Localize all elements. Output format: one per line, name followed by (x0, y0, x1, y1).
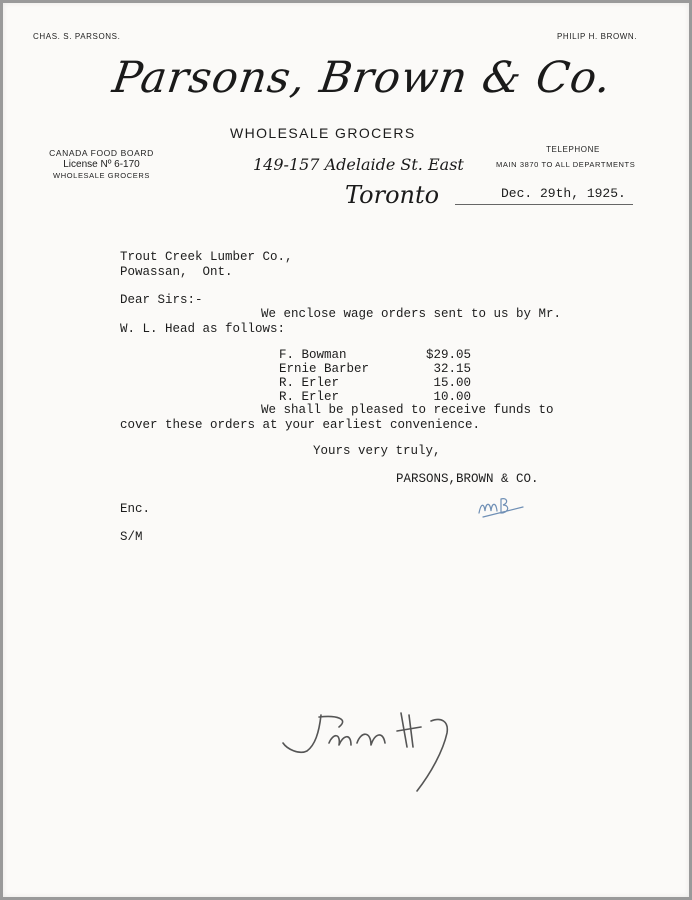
order-amount: $29.05 (425, 348, 471, 362)
order-name: R. Erler (279, 376, 340, 390)
telephone-detail: MAIN 3870 TO ALL DEPARTMENTS (496, 160, 636, 169)
order-amount: 10.00 (433, 390, 471, 404)
partner-left: CHAS. S. PARSONS. (33, 32, 121, 41)
complimentary-close: Yours very truly, (313, 444, 441, 458)
board-subtitle: WHOLESALE GROCERS (53, 171, 150, 180)
order-name: Ernie Barber (279, 362, 370, 376)
date-rule (455, 204, 633, 205)
closing-line-1: We shall be pleased to receive funds to (261, 403, 554, 417)
company-city: Toronto (345, 181, 440, 209)
handwritten-date-note (281, 703, 491, 795)
recipient-line-2: Powassan, Ont. (120, 265, 233, 279)
recipient-line-1: Trout Creek Lumber Co., (120, 250, 293, 264)
telephone-label: TELEPHONE (546, 145, 600, 154)
partner-right: PHILIP H. BROWN. (557, 32, 638, 41)
letter-date: Dec. 29th, 1925. (501, 186, 626, 201)
body-line-1: We enclose wage orders sent to us by Mr. (261, 307, 562, 321)
signature-company: PARSONS,BROWN & CO. (396, 472, 539, 486)
order-amount: 32.15 (433, 362, 471, 376)
board-license: License Nº 6-170 (63, 159, 140, 170)
order-amount: 15.00 (433, 376, 471, 390)
company-tagline: WHOLESALE GROCERS (230, 125, 416, 141)
salutation: Dear Sirs:- (120, 293, 203, 307)
enclosure-note: Enc. (120, 502, 151, 516)
order-name: F. Bowman (279, 348, 347, 362)
initials-mark (475, 493, 535, 521)
letter-page (3, 3, 689, 897)
company-name: Parsons, Brown & Co. (109, 53, 615, 103)
company-address: 149-157 Adelaide St. East (253, 155, 464, 174)
typist-reference: S/M (120, 530, 143, 544)
board-title: CANADA FOOD BOARD (49, 148, 154, 158)
body-line-2: W. L. Head as follows: (120, 322, 286, 336)
closing-line-2: cover these orders at your earliest convenience. (120, 418, 481, 432)
order-name: R. Erler (279, 390, 340, 404)
